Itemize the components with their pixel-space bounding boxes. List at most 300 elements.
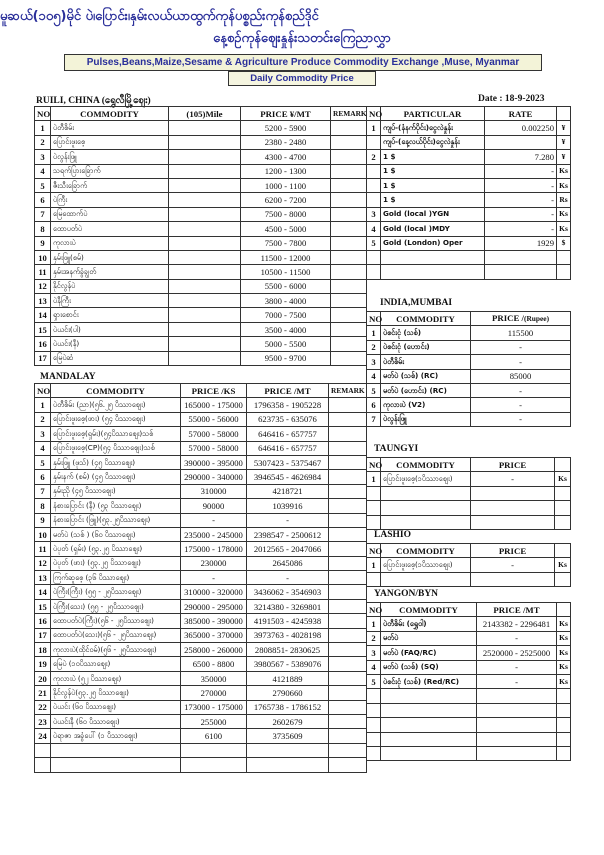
cell-commodity: ပဲတီစိမ်း xyxy=(51,121,169,135)
table-row-empty xyxy=(367,250,571,264)
cell-commodity: ပဲတီစိမ်း (ညာ)(၅၆.၂၅ ပိဿာစျေး) xyxy=(51,398,181,412)
cell-price-mt: 4121889 xyxy=(247,671,329,685)
cell-price-ks: 270000 xyxy=(181,686,247,700)
cell-price-mt: 2645086 xyxy=(247,556,329,570)
cell-price: 5500 - 6000 xyxy=(241,279,331,293)
cell-no: 15 xyxy=(35,322,51,336)
header-commodity: COMMODITY xyxy=(381,458,471,472)
cell-commodity: မတ်ပဲ (သစ်) (SQ) xyxy=(381,660,477,674)
cell-empty xyxy=(557,250,571,264)
table-row-empty xyxy=(367,703,571,717)
header-mile: (105)Mile xyxy=(169,107,241,121)
cell-no: 6 xyxy=(35,193,51,207)
table-header-row xyxy=(367,312,571,326)
cell-mile xyxy=(169,178,241,192)
table-row xyxy=(35,164,367,178)
table-row xyxy=(35,398,367,412)
cell-remark xyxy=(331,265,367,279)
cell-no: 9 xyxy=(35,513,51,527)
cell-no: 3 xyxy=(35,150,51,164)
cell-price: 7000 - 7500 xyxy=(241,308,331,322)
table-row xyxy=(367,558,571,572)
header-no: NO xyxy=(35,384,51,398)
header-price-mt: PRICE /MT xyxy=(247,384,329,398)
date-label: Date : 18-9-2023 xyxy=(478,94,545,104)
cell-commodity: ဇီးသီးခြောက် xyxy=(51,178,169,192)
cell-commodity: ပဲယင်း (၆၀ ပိဿာစျေး) xyxy=(51,700,181,714)
cell-no: 4 xyxy=(367,660,381,674)
cell-no: 16 xyxy=(35,337,51,351)
cell-remark xyxy=(329,527,367,541)
cell-empty xyxy=(329,743,367,757)
cell-no: 14 xyxy=(35,585,51,599)
table-row xyxy=(367,193,571,207)
cell-price-mt: 2790660 xyxy=(247,686,329,700)
table-header-row xyxy=(367,544,571,558)
cell-price: 115500 xyxy=(471,326,571,340)
cell-particular: Gold (local )YGN xyxy=(381,207,485,221)
cell-empty xyxy=(477,746,557,760)
header-remark: REMARK xyxy=(331,107,367,121)
cell-empty xyxy=(477,703,557,717)
cell-commodity: ပဲယင်းနီ (၆၀ ပိဿာစျေး) xyxy=(51,714,181,728)
cell-price-mt: 623735 - 635076 xyxy=(247,412,329,426)
cell-no: 24 xyxy=(35,729,51,743)
cell-mile xyxy=(169,294,241,308)
cell-particular: 1 $ xyxy=(381,193,485,207)
cell-commodity: ပဲကြီး xyxy=(51,193,169,207)
cell-price-ks: 6500 - 8800 xyxy=(181,657,247,671)
cell-commodity: နှမ်းအနက်ခွံချွတ် xyxy=(51,265,169,279)
cell-remark xyxy=(331,322,367,336)
cell-empty xyxy=(471,486,555,500)
table-row xyxy=(367,355,571,369)
cell-rate: 0.002250 xyxy=(485,121,557,135)
cell-commodity: နံစားပြောင်း (ဖြူ)(၅၃.၂၅ပိဿာစျေး) xyxy=(51,513,181,527)
table-row xyxy=(35,556,367,570)
cell-price-ks: 290000 - 340000 xyxy=(181,470,247,484)
cell-no: 22 xyxy=(35,700,51,714)
cell-remark xyxy=(331,351,367,365)
cell-unit: ¥ xyxy=(557,121,571,135)
cell-commodity: မြေထောက်ပဲ xyxy=(51,207,169,221)
cell-remark xyxy=(331,121,367,135)
subtitle-mm: နေ့စဉ်ကုန်စျေးနှုန်းသတင်းကြေညာလွှာ xyxy=(213,31,391,46)
cell-no: 4 xyxy=(367,369,381,383)
cell-unit: Ks xyxy=(557,617,571,631)
table-row-empty xyxy=(367,732,571,746)
cell-remark xyxy=(329,657,367,671)
cell-unit: Ks xyxy=(557,222,571,236)
cell-unit: Ks xyxy=(557,631,571,645)
cell-no: 12 xyxy=(35,556,51,570)
cell-empty xyxy=(555,515,571,529)
cell-no: 23 xyxy=(35,714,51,728)
cell-no: 8 xyxy=(35,222,51,236)
table-row xyxy=(35,135,367,149)
cell-no: 4 xyxy=(35,441,51,455)
cell-price-ks: 235000 - 245000 xyxy=(181,527,247,541)
cell-rate xyxy=(485,135,557,149)
table-row-empty xyxy=(35,743,367,757)
mandalay-title: MANDALAY xyxy=(40,372,96,382)
cell-price: - xyxy=(471,340,571,354)
cell-rate: - xyxy=(485,164,557,178)
cell-particular: ကျပ်-(နေ့လယ်ပိုင်း)ငွေလဲနှုန်း xyxy=(381,135,485,149)
cell-no: 13 xyxy=(35,571,51,585)
cell-price-mt: 5307423 - 5375467 xyxy=(247,455,329,469)
cell-commodity: ပဲလွန်းဖြူ xyxy=(381,412,471,426)
cell-price: 3800 - 4000 xyxy=(241,294,331,308)
cell-no: 5 xyxy=(367,383,381,397)
cell-price-mt: 646416 - 657757 xyxy=(247,441,329,455)
lashio-table xyxy=(366,543,571,587)
table-row xyxy=(35,222,367,236)
cell-empty xyxy=(367,515,381,529)
cell-no: 21 xyxy=(35,686,51,700)
cell-remark xyxy=(329,599,367,613)
cell-remark xyxy=(331,178,367,192)
cell-price: 2520000 - 2525000 xyxy=(477,646,557,660)
table-row xyxy=(367,164,571,178)
cell-empty xyxy=(485,265,557,279)
table-row xyxy=(367,412,571,426)
cell-no: 2 xyxy=(367,631,381,645)
cell-empty xyxy=(381,265,485,279)
cell-unit: Ks xyxy=(557,674,571,688)
cell-commodity: ကုလားပဲ(ထိုင်ဝမ်)(၅၆ - ၂၅ပိဿာစျေး) xyxy=(51,643,181,657)
table-row xyxy=(35,470,367,484)
cell-empty xyxy=(381,515,471,529)
cell-mile xyxy=(169,265,241,279)
header-price-ks: PRICE /KS xyxy=(181,384,247,398)
cell-empty xyxy=(381,689,477,703)
header-unit xyxy=(557,603,571,617)
cell-commodity: ကုလားပဲ xyxy=(51,236,169,250)
header-commodity: COMMODITY xyxy=(381,603,477,617)
cell-commodity: ထောပတ်ပဲ(သေး)(၅၆ - ၂၅ပိဿာစျေး) xyxy=(51,628,181,642)
cell-commodity: ပြောင်းဖူးစေ့(ဖား) (၅၄ ပိဿာစျေး) xyxy=(51,412,181,426)
cell-unit: Ks xyxy=(557,178,571,192)
table-row xyxy=(35,585,367,599)
daily-label: Daily Commodity Price xyxy=(228,71,376,86)
cell-remark xyxy=(331,279,367,293)
cell-no: 1 xyxy=(367,617,381,631)
table-row xyxy=(367,660,571,674)
cell-commodity: ကုလားပဲ (၅၂ ပိဿာစျေး) xyxy=(51,671,181,685)
cell-price-ks: 6100 xyxy=(181,729,247,743)
header-no: NO xyxy=(367,458,381,472)
table-row-empty xyxy=(35,758,367,772)
cell-no: 2 xyxy=(35,135,51,149)
cell-no: 5 xyxy=(367,236,381,250)
cell-empty xyxy=(51,758,181,772)
cell-no: 1 xyxy=(367,326,381,340)
cell-price-ks: 55000 - 56000 xyxy=(181,412,247,426)
cell-empty xyxy=(557,746,571,760)
cell-no: 5 xyxy=(35,455,51,469)
table-row-empty xyxy=(367,572,571,586)
table-row xyxy=(35,294,367,308)
header-unit xyxy=(555,458,571,472)
cell-price: 5000 - 5500 xyxy=(241,337,331,351)
table-row xyxy=(35,412,367,426)
cell-price-ks: 290000 - 295000 xyxy=(181,599,247,613)
cell-commodity: ပဲစင်းငုံ (သစ်) xyxy=(381,326,471,340)
cell-no: 2 xyxy=(367,340,381,354)
cell-empty xyxy=(471,501,555,515)
table-row xyxy=(35,484,367,498)
header-price-unit: (Rupee) xyxy=(523,314,550,324)
table-row xyxy=(35,351,367,365)
cell-mile xyxy=(169,164,241,178)
cell-remark xyxy=(329,412,367,426)
cell-unit: $ xyxy=(557,236,571,250)
cell-price: 1000 - 1100 xyxy=(241,178,331,192)
table-row xyxy=(367,121,571,135)
cell-remark xyxy=(329,542,367,556)
cell-mile xyxy=(169,193,241,207)
cell-commodity: မြေပဲဆံ xyxy=(51,351,169,365)
cell-empty xyxy=(381,703,477,717)
cell-commodity: မတ်ပဲ xyxy=(381,631,477,645)
cell-empty xyxy=(557,703,571,717)
yangon-table xyxy=(366,602,571,761)
cell-price-ks: 57000 - 58000 xyxy=(181,441,247,455)
cell-commodity: နိုင်လွန်ပဲ xyxy=(51,279,169,293)
cell-empty xyxy=(381,732,477,746)
cell-commodity: ပြောင်းဖူးစေ့(CP)(၅၄ ပိဿာစျေး)သစ် xyxy=(51,441,181,455)
cell-commodity: နိုင်လွန်ပဲ(၅၃.၂၅ ပိဿာစျေး) xyxy=(51,686,181,700)
cell-empty xyxy=(181,743,247,757)
cell-no: 7 xyxy=(35,484,51,498)
table-row xyxy=(35,250,367,264)
cell-no: 17 xyxy=(35,351,51,365)
cell-empty xyxy=(367,746,381,760)
table-row xyxy=(35,527,367,541)
table-row xyxy=(35,337,367,351)
cell-empty xyxy=(471,572,555,586)
cell-price-mt: - xyxy=(247,571,329,585)
cell-rate: - xyxy=(485,193,557,207)
cell-empty xyxy=(555,486,571,500)
cell-no: 5 xyxy=(367,674,381,688)
cell-remark xyxy=(329,556,367,570)
cell-price: - xyxy=(471,355,571,369)
header-price: PRICE xyxy=(471,458,555,472)
cell-mile xyxy=(169,337,241,351)
cell-no: 5 xyxy=(35,178,51,192)
cell-commodity: ပဲလွန်းဖြူ xyxy=(51,150,169,164)
table-header-row xyxy=(367,107,571,121)
cell-remark xyxy=(331,150,367,164)
cell-no: 3 xyxy=(367,207,381,221)
cell-empty xyxy=(247,743,329,757)
cell-no: 6 xyxy=(35,470,51,484)
cell-empty xyxy=(557,718,571,732)
cell-commodity: ထောပတ်ပဲ(ကြီး)(၅၆ - ၂၅ပိဿာစျေး) xyxy=(51,614,181,628)
cell-empty xyxy=(181,758,247,772)
cell-price-ks: 310000 xyxy=(181,484,247,498)
cell-commodity: မတ်ပဲ (FAQ/RC) xyxy=(381,646,477,660)
cell-price: 7500 - 8000 xyxy=(241,207,331,221)
cell-price-ks: 165000 - 175000 xyxy=(181,398,247,412)
cell-particular: Gold (London) Oper xyxy=(381,236,485,250)
table-row xyxy=(367,236,571,250)
table-row xyxy=(35,729,367,743)
cell-empty xyxy=(367,732,381,746)
cell-no: 3 xyxy=(35,427,51,441)
cell-empty xyxy=(51,743,181,757)
table-row xyxy=(35,207,367,221)
cell-mile xyxy=(169,351,241,365)
table-row xyxy=(35,308,367,322)
cell-unit: Ks xyxy=(557,164,571,178)
cell-empty xyxy=(367,501,381,515)
header-commodity: COMMODITY xyxy=(51,384,181,398)
india-title: INDIA,MUMBAI xyxy=(380,298,453,308)
table-row xyxy=(367,178,571,192)
header-price xyxy=(471,312,571,326)
cell-price: - xyxy=(471,472,555,486)
cell-no: 3 xyxy=(367,355,381,369)
cell-commodity: ပဲတီစိမ်း (ရွှေဝါ) xyxy=(381,617,477,631)
cell-commodity: ပဲပုတ် (ဖား) (၅၃.၂၅ ပိဿာစျေး) xyxy=(51,556,181,570)
title-mm: မူဆယ်(၁၀၅)မိုင် ပဲ၊ပြောင်း၊နှမ်းလယ်ယာထွက်ကုန်ပစ္စည်းကုန်စည်ဒိုင် xyxy=(0,9,319,24)
cell-remark xyxy=(329,643,367,657)
yangon-title: YANGON/BYN xyxy=(374,589,439,599)
header-rate: RATE xyxy=(485,107,557,121)
cell-no: 20 xyxy=(35,671,51,685)
cell-remark xyxy=(329,686,367,700)
cell-empty xyxy=(381,501,471,515)
cell-mile xyxy=(169,222,241,236)
cell-unit: ¥ xyxy=(557,135,571,149)
cell-price: - xyxy=(477,631,557,645)
location-label: RUILI, CHINA (ရွှေလီမြို့စျေး) xyxy=(36,96,151,106)
table-row xyxy=(367,383,571,397)
cell-remark xyxy=(329,614,367,628)
cell-no: 1 xyxy=(367,558,381,572)
table-row xyxy=(367,617,571,631)
header-remark: REMARK xyxy=(329,384,367,398)
table-row xyxy=(35,671,367,685)
cell-commodity: ကြက်ဆူစေ့ (၃၆ ပိဿာစျေး) xyxy=(51,571,181,585)
table-row xyxy=(35,427,367,441)
cell-commodity: ပဲယင်း(ပါ) xyxy=(51,322,169,336)
cell-rate: - xyxy=(485,178,557,192)
cell-no: 1 xyxy=(35,398,51,412)
cell-price: - xyxy=(471,398,571,412)
header-no: NO xyxy=(367,312,381,326)
table-row xyxy=(35,193,367,207)
table-row xyxy=(367,674,571,688)
header-unit xyxy=(557,107,571,121)
cell-remark xyxy=(331,207,367,221)
header-no: NO xyxy=(35,107,51,121)
cell-commodity: ပဲနီကြီး xyxy=(51,294,169,308)
header-price: PRICE /MT xyxy=(477,603,557,617)
table-row xyxy=(367,340,571,354)
cell-price-mt: 2398547 - 2500612 xyxy=(247,527,329,541)
cell-rate: 7.280 xyxy=(485,150,557,164)
cell-remark xyxy=(329,729,367,743)
cell-commodity: မတ်ပဲ (သစ် ) (၆၀ ပိဿာစျေး) xyxy=(51,527,181,541)
cell-price-ks: 365000 - 370000 xyxy=(181,628,247,642)
cell-price-ks: 57000 - 58000 xyxy=(181,427,247,441)
table-row xyxy=(35,513,367,527)
cell-price-mt: 3980567 - 5389076 xyxy=(247,657,329,671)
ruili-table xyxy=(34,106,367,366)
cell-commodity: မတ်ပဲ (သစ်) (RC) xyxy=(381,369,471,383)
cell-empty xyxy=(367,689,381,703)
table-row xyxy=(35,441,367,455)
cell-no: 11 xyxy=(35,542,51,556)
table-row-empty xyxy=(367,265,571,279)
cell-price-ks: 175000 - 178000 xyxy=(181,542,247,556)
table-row-empty xyxy=(367,501,571,515)
cell-no: 8 xyxy=(35,499,51,513)
table-row xyxy=(35,178,367,192)
cell-commodity: နှမ်းဖြူ (ဖုသ်) (၄၅ ပိဿာစျေး) xyxy=(51,455,181,469)
table-row xyxy=(35,150,367,164)
cell-no: 3 xyxy=(367,646,381,660)
cell-commodity: ကုလားပဲ (V2) xyxy=(381,398,471,412)
cell-price-ks: 230000 xyxy=(181,556,247,570)
table-row xyxy=(35,714,367,728)
india-table xyxy=(366,311,571,427)
cell-remark xyxy=(329,455,367,469)
cell-empty xyxy=(557,265,571,279)
table-row xyxy=(35,279,367,293)
cell-particular: 1 $ xyxy=(381,178,485,192)
cell-remark xyxy=(329,398,367,412)
cell-particular: 1 $ xyxy=(381,164,485,178)
cell-price-ks: 90000 xyxy=(181,499,247,513)
table-row xyxy=(367,326,571,340)
cell-no: 4 xyxy=(35,164,51,178)
table-row xyxy=(367,207,571,221)
cell-remark xyxy=(329,499,367,513)
cell-price: 1200 - 1300 xyxy=(241,164,331,178)
cell-commodity: ပဲစင်းငုံ (ဟောင်း) xyxy=(381,340,471,354)
cell-no: 14 xyxy=(35,308,51,322)
cell-price: 4300 - 4700 xyxy=(241,150,331,164)
cell-particular: 1 $ xyxy=(381,150,485,164)
header-commodity: COMMODITY xyxy=(381,544,471,558)
header-commodity: COMMODITY xyxy=(51,107,169,121)
cell-price-mt: 2012565 - 2047066 xyxy=(247,542,329,556)
cell-commodity: ရှားစောင်း xyxy=(51,308,169,322)
cell-remark xyxy=(329,513,367,527)
table-row xyxy=(35,265,367,279)
cell-price: 6200 - 7200 xyxy=(241,193,331,207)
cell-commodity: ပဲယင်း(နီ) xyxy=(51,337,169,351)
rates-table xyxy=(366,106,571,280)
cell-commodity: သရက်ပြားခြောက် xyxy=(51,164,169,178)
cell-remark xyxy=(331,236,367,250)
cell-no: 4 xyxy=(367,222,381,236)
cell-price-ks: 258000 - 260000 xyxy=(181,643,247,657)
cell-price-ks: - xyxy=(181,513,247,527)
table-row xyxy=(35,571,367,585)
table-row xyxy=(35,121,367,135)
table-row xyxy=(35,236,367,250)
cell-remark xyxy=(331,222,367,236)
cell-remark xyxy=(329,571,367,585)
cell-commodity: ပြောင်းဖူးစေ့(ရှမ်း)(၅၄ပိဿာစျေး)သစ် xyxy=(51,427,181,441)
cell-price-mt: 4218721 xyxy=(247,484,329,498)
